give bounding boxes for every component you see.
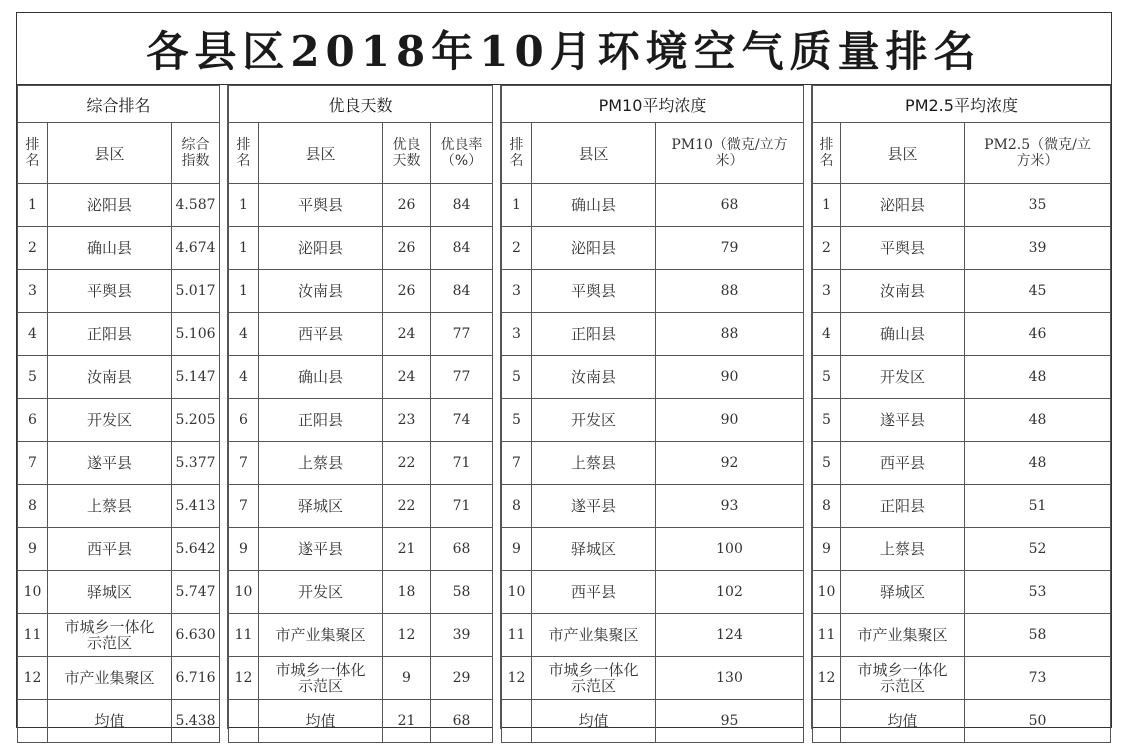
- rank-cell: 9: [18, 528, 48, 571]
- rank-cell: 8: [502, 485, 532, 528]
- rank-cell: 1: [229, 184, 259, 227]
- table-row: [18, 313, 220, 356]
- table-row: [18, 614, 220, 657]
- table-row: [502, 313, 804, 356]
- county-cell: 市产业集聚区: [532, 614, 656, 657]
- rank-cell: 3: [502, 270, 532, 313]
- table-row: [18, 485, 220, 528]
- pm10-cell: 124: [656, 614, 804, 657]
- pm25-cell: 53: [965, 571, 1111, 614]
- table-row: [229, 614, 493, 657]
- index-cell: 6.716: [172, 657, 220, 700]
- county-cell: 汝南县: [259, 270, 383, 313]
- rank-cell: 11: [813, 614, 841, 657]
- county-cell: 市产业集聚区: [48, 657, 172, 700]
- county-cell: 汝南县: [841, 270, 965, 313]
- table-row: [502, 657, 804, 700]
- days-cell: 22: [383, 442, 431, 485]
- county-cell: 遂平县: [48, 442, 172, 485]
- pm10-table: [501, 85, 804, 743]
- average-value: 50: [965, 700, 1111, 743]
- pm25-cell: 58: [965, 614, 1111, 657]
- table-row: [229, 485, 493, 528]
- table-row: [502, 528, 804, 571]
- rank-cell: 8: [18, 485, 48, 528]
- table-row: [502, 571, 804, 614]
- average-days: 21: [383, 700, 431, 743]
- pm10-cell: 93: [656, 485, 804, 528]
- table-row: [229, 571, 493, 614]
- pm25-cell: 39: [965, 227, 1111, 270]
- days-cell: 18: [383, 571, 431, 614]
- rank-cell: 6: [18, 399, 48, 442]
- col-county-header: 县区: [48, 123, 172, 184]
- col-rank-header: 排名: [813, 123, 841, 184]
- index-cell: 5.106: [172, 313, 220, 356]
- rank-cell: 7: [229, 485, 259, 528]
- rank-cell: 4: [229, 313, 259, 356]
- table-row-average: [813, 700, 1111, 743]
- county-cell: 确山县: [259, 356, 383, 399]
- table-row-average: [229, 700, 493, 743]
- rank-cell: 1: [502, 184, 532, 227]
- table-row-average: [502, 700, 804, 743]
- county-cell: 驿城区: [841, 571, 965, 614]
- table-row: [229, 528, 493, 571]
- table-row: [18, 528, 220, 571]
- county-cell: 市城乡一体化示范区: [48, 614, 172, 657]
- rank-cell: 9: [813, 528, 841, 571]
- rank-cell: 11: [18, 614, 48, 657]
- rank-cell: 10: [813, 571, 841, 614]
- table-row: [18, 227, 220, 270]
- rank-cell: 1: [229, 227, 259, 270]
- rate-cell: 39: [431, 614, 493, 657]
- table-row: [18, 270, 220, 313]
- panel-pm10: [501, 85, 803, 729]
- pm25-rows: [813, 184, 1111, 743]
- rank-cell: 3: [18, 270, 48, 313]
- county-cell: 平舆县: [841, 227, 965, 270]
- table-row: [229, 313, 493, 356]
- county-cell: 汝南县: [48, 356, 172, 399]
- col-rank-header: 排名: [18, 123, 48, 184]
- rank-cell: 1: [18, 184, 48, 227]
- county-cell: 平舆县: [259, 184, 383, 227]
- col-good-days-header: 优良天数: [383, 123, 431, 184]
- rank-cell: 12: [502, 657, 532, 700]
- table-row: [18, 356, 220, 399]
- index-cell: 4.674: [172, 227, 220, 270]
- rank-cell: 12: [813, 657, 841, 700]
- table-row: [229, 270, 493, 313]
- days-cell: 23: [383, 399, 431, 442]
- index-cell: 5.642: [172, 528, 220, 571]
- col-index-header: 综合指数: [172, 123, 220, 184]
- rate-cell: 84: [431, 227, 493, 270]
- county-cell: 确山县: [841, 313, 965, 356]
- county-cell: 驿城区: [48, 571, 172, 614]
- rank-cell: 11: [502, 614, 532, 657]
- table-row: [502, 485, 804, 528]
- rank-cell: 11: [229, 614, 259, 657]
- county-cell: 市城乡一体化示范区: [532, 657, 656, 700]
- rank-cell: 5: [502, 356, 532, 399]
- days-cell: 21: [383, 528, 431, 571]
- rank-cell: 4: [229, 356, 259, 399]
- table-row: [18, 184, 220, 227]
- county-cell: 泌阳县: [532, 227, 656, 270]
- rank-cell: 12: [18, 657, 48, 700]
- panel-pm25: [812, 85, 1110, 729]
- county-cell: 确山县: [532, 184, 656, 227]
- table-row: [229, 442, 493, 485]
- pm25-cell: 48: [965, 442, 1111, 485]
- rank-cell: [813, 700, 841, 743]
- table-row-average: [18, 700, 220, 743]
- index-cell: 5.413: [172, 485, 220, 528]
- table-row: [813, 270, 1111, 313]
- good-days-table: [228, 85, 493, 743]
- table-row: [502, 184, 804, 227]
- county-cell: 正阳县: [48, 313, 172, 356]
- panel-separator: [803, 85, 812, 729]
- pm25-table: [812, 85, 1111, 743]
- rank-cell: 2: [502, 227, 532, 270]
- rank-cell: 7: [502, 442, 532, 485]
- county-cell: 上蔡县: [48, 485, 172, 528]
- index-cell: 5.205: [172, 399, 220, 442]
- rate-cell: 74: [431, 399, 493, 442]
- rank-cell: 4: [813, 313, 841, 356]
- table-row: [229, 184, 493, 227]
- rank-cell: 7: [18, 442, 48, 485]
- days-cell: 12: [383, 614, 431, 657]
- table-row: [502, 270, 804, 313]
- rank-cell: 5: [813, 356, 841, 399]
- pm25-cell: 73: [965, 657, 1111, 700]
- rank-cell: 3: [813, 270, 841, 313]
- report-frame: [16, 12, 1112, 728]
- table-row: [502, 356, 804, 399]
- table-row: [813, 571, 1111, 614]
- county-cell: 开发区: [259, 571, 383, 614]
- pm10-cell: 79: [656, 227, 804, 270]
- index-cell: 5.147: [172, 356, 220, 399]
- rank-cell: 2: [813, 227, 841, 270]
- table-row: [813, 399, 1111, 442]
- county-cell: 泌阳县: [259, 227, 383, 270]
- table-row: [813, 528, 1111, 571]
- county-cell: 平舆县: [48, 270, 172, 313]
- average-label: 均值: [259, 700, 383, 743]
- panel-composite-ranking: [17, 85, 219, 729]
- panel-separator: [492, 85, 501, 729]
- county-cell: 正阳县: [532, 313, 656, 356]
- average-label: 均值: [48, 700, 172, 743]
- col-county-header: 县区: [259, 123, 383, 184]
- table-row: [18, 442, 220, 485]
- pm25-cell: 46: [965, 313, 1111, 356]
- col-county-header: 县区: [841, 123, 965, 184]
- rate-cell: 71: [431, 442, 493, 485]
- county-cell: 开发区: [841, 356, 965, 399]
- pm25-cell: 48: [965, 356, 1111, 399]
- panel-separator: [219, 85, 228, 729]
- county-cell: 开发区: [48, 399, 172, 442]
- county-cell: 西平县: [841, 442, 965, 485]
- good-days-rows: [229, 184, 493, 743]
- table-row: [229, 657, 493, 700]
- rate-cell: 58: [431, 571, 493, 614]
- county-cell: 市产业集聚区: [259, 614, 383, 657]
- rate-cell: 29: [431, 657, 493, 700]
- table-row: [229, 399, 493, 442]
- rank-cell: 10: [229, 571, 259, 614]
- col-pm25-header: PM2.5（微克/立方米）: [965, 123, 1111, 184]
- county-cell: 西平县: [48, 528, 172, 571]
- pm10-cell: 102: [656, 571, 804, 614]
- col-county-header: 县区: [532, 123, 656, 184]
- average-value: 95: [656, 700, 804, 743]
- col-good-rate-header: 优良率（%）: [431, 123, 493, 184]
- county-cell: 上蔡县: [532, 442, 656, 485]
- rank-cell: [18, 700, 48, 743]
- days-cell: 26: [383, 270, 431, 313]
- table-row: [18, 571, 220, 614]
- page-title: 各县区2018年10月环境空气质量排名: [17, 13, 1111, 85]
- rank-cell: 3: [502, 313, 532, 356]
- pm10-rows: [502, 184, 804, 743]
- table-row: [813, 184, 1111, 227]
- average-value: 5.438: [172, 700, 220, 743]
- days-cell: 22: [383, 485, 431, 528]
- county-cell: 汝南县: [532, 356, 656, 399]
- panel-heading: 优良天数: [229, 86, 493, 123]
- county-cell: 确山县: [48, 227, 172, 270]
- panel-heading: PM10平均浓度: [502, 86, 804, 123]
- county-cell: 开发区: [532, 399, 656, 442]
- pm25-cell: 35: [965, 184, 1111, 227]
- county-cell: 驿城区: [532, 528, 656, 571]
- col-rank-header: 排名: [229, 123, 259, 184]
- county-cell: 上蔡县: [841, 528, 965, 571]
- panel-good-days: [228, 85, 492, 729]
- index-cell: 4.587: [172, 184, 220, 227]
- county-cell: 遂平县: [841, 399, 965, 442]
- table-row: [813, 657, 1111, 700]
- table-row: [18, 657, 220, 700]
- table-row: [813, 227, 1111, 270]
- table-row: [229, 356, 493, 399]
- rank-cell: 9: [502, 528, 532, 571]
- table-row: [813, 442, 1111, 485]
- rate-cell: 77: [431, 313, 493, 356]
- pm10-cell: 88: [656, 270, 804, 313]
- pm25-cell: 52: [965, 528, 1111, 571]
- county-cell: 驿城区: [259, 485, 383, 528]
- table-row: [813, 356, 1111, 399]
- average-label: 均值: [532, 700, 656, 743]
- col-pm10-header: PM10（微克/立方米）: [656, 123, 804, 184]
- rank-cell: 8: [813, 485, 841, 528]
- rank-cell: 10: [18, 571, 48, 614]
- county-cell: 泌阳县: [841, 184, 965, 227]
- rank-cell: 2: [18, 227, 48, 270]
- county-cell: 市产业集聚区: [841, 614, 965, 657]
- days-cell: 26: [383, 184, 431, 227]
- table-row: [502, 614, 804, 657]
- rate-cell: 77: [431, 356, 493, 399]
- county-cell: 西平县: [532, 571, 656, 614]
- county-cell: 市城乡一体化示范区: [259, 657, 383, 700]
- composite-table: [17, 85, 220, 743]
- rank-cell: 7: [229, 442, 259, 485]
- days-cell: 24: [383, 356, 431, 399]
- days-cell: 24: [383, 313, 431, 356]
- pm10-cell: 100: [656, 528, 804, 571]
- county-cell: 平舆县: [532, 270, 656, 313]
- days-cell: 9: [383, 657, 431, 700]
- rank-cell: [502, 700, 532, 743]
- rank-cell: [229, 700, 259, 743]
- pm10-cell: 90: [656, 356, 804, 399]
- days-cell: 26: [383, 227, 431, 270]
- table-row: [229, 227, 493, 270]
- county-cell: 市城乡一体化示范区: [841, 657, 965, 700]
- average-label: 均值: [841, 700, 965, 743]
- county-cell: 正阳县: [841, 485, 965, 528]
- panel-heading: PM2.5平均浓度: [813, 86, 1111, 123]
- rank-cell: 1: [229, 270, 259, 313]
- rank-cell: 5: [502, 399, 532, 442]
- index-cell: 5.017: [172, 270, 220, 313]
- index-cell: 5.377: [172, 442, 220, 485]
- rank-cell: 4: [18, 313, 48, 356]
- county-cell: 泌阳县: [48, 184, 172, 227]
- index-cell: 5.747: [172, 571, 220, 614]
- county-cell: 遂平县: [259, 528, 383, 571]
- rate-cell: 84: [431, 184, 493, 227]
- county-cell: 上蔡县: [259, 442, 383, 485]
- panel-heading: 综合排名: [18, 86, 220, 123]
- table-row: [502, 227, 804, 270]
- rate-cell: 71: [431, 485, 493, 528]
- rank-cell: 12: [229, 657, 259, 700]
- pm10-cell: 92: [656, 442, 804, 485]
- table-row: [18, 399, 220, 442]
- rate-cell: 68: [431, 528, 493, 571]
- rate-cell: 84: [431, 270, 493, 313]
- col-rank-header: 排名: [502, 123, 532, 184]
- rank-cell: 10: [502, 571, 532, 614]
- county-cell: 正阳县: [259, 399, 383, 442]
- pm25-cell: 51: [965, 485, 1111, 528]
- average-rate: 68: [431, 700, 493, 743]
- rank-cell: 5: [18, 356, 48, 399]
- pm25-cell: 48: [965, 399, 1111, 442]
- pm10-cell: 68: [656, 184, 804, 227]
- rank-cell: 5: [813, 442, 841, 485]
- table-row: [502, 442, 804, 485]
- pm10-cell: 130: [656, 657, 804, 700]
- composite-rows: [18, 184, 220, 743]
- table-row: [813, 485, 1111, 528]
- rank-cell: 6: [229, 399, 259, 442]
- rank-cell: 1: [813, 184, 841, 227]
- rank-cell: 5: [813, 399, 841, 442]
- county-cell: 西平县: [259, 313, 383, 356]
- pm25-cell: 45: [965, 270, 1111, 313]
- index-cell: 6.630: [172, 614, 220, 657]
- pm10-cell: 88: [656, 313, 804, 356]
- county-cell: 遂平县: [532, 485, 656, 528]
- pm10-cell: 90: [656, 399, 804, 442]
- rank-cell: 9: [229, 528, 259, 571]
- table-row: [502, 399, 804, 442]
- table-row: [813, 614, 1111, 657]
- table-row: [813, 313, 1111, 356]
